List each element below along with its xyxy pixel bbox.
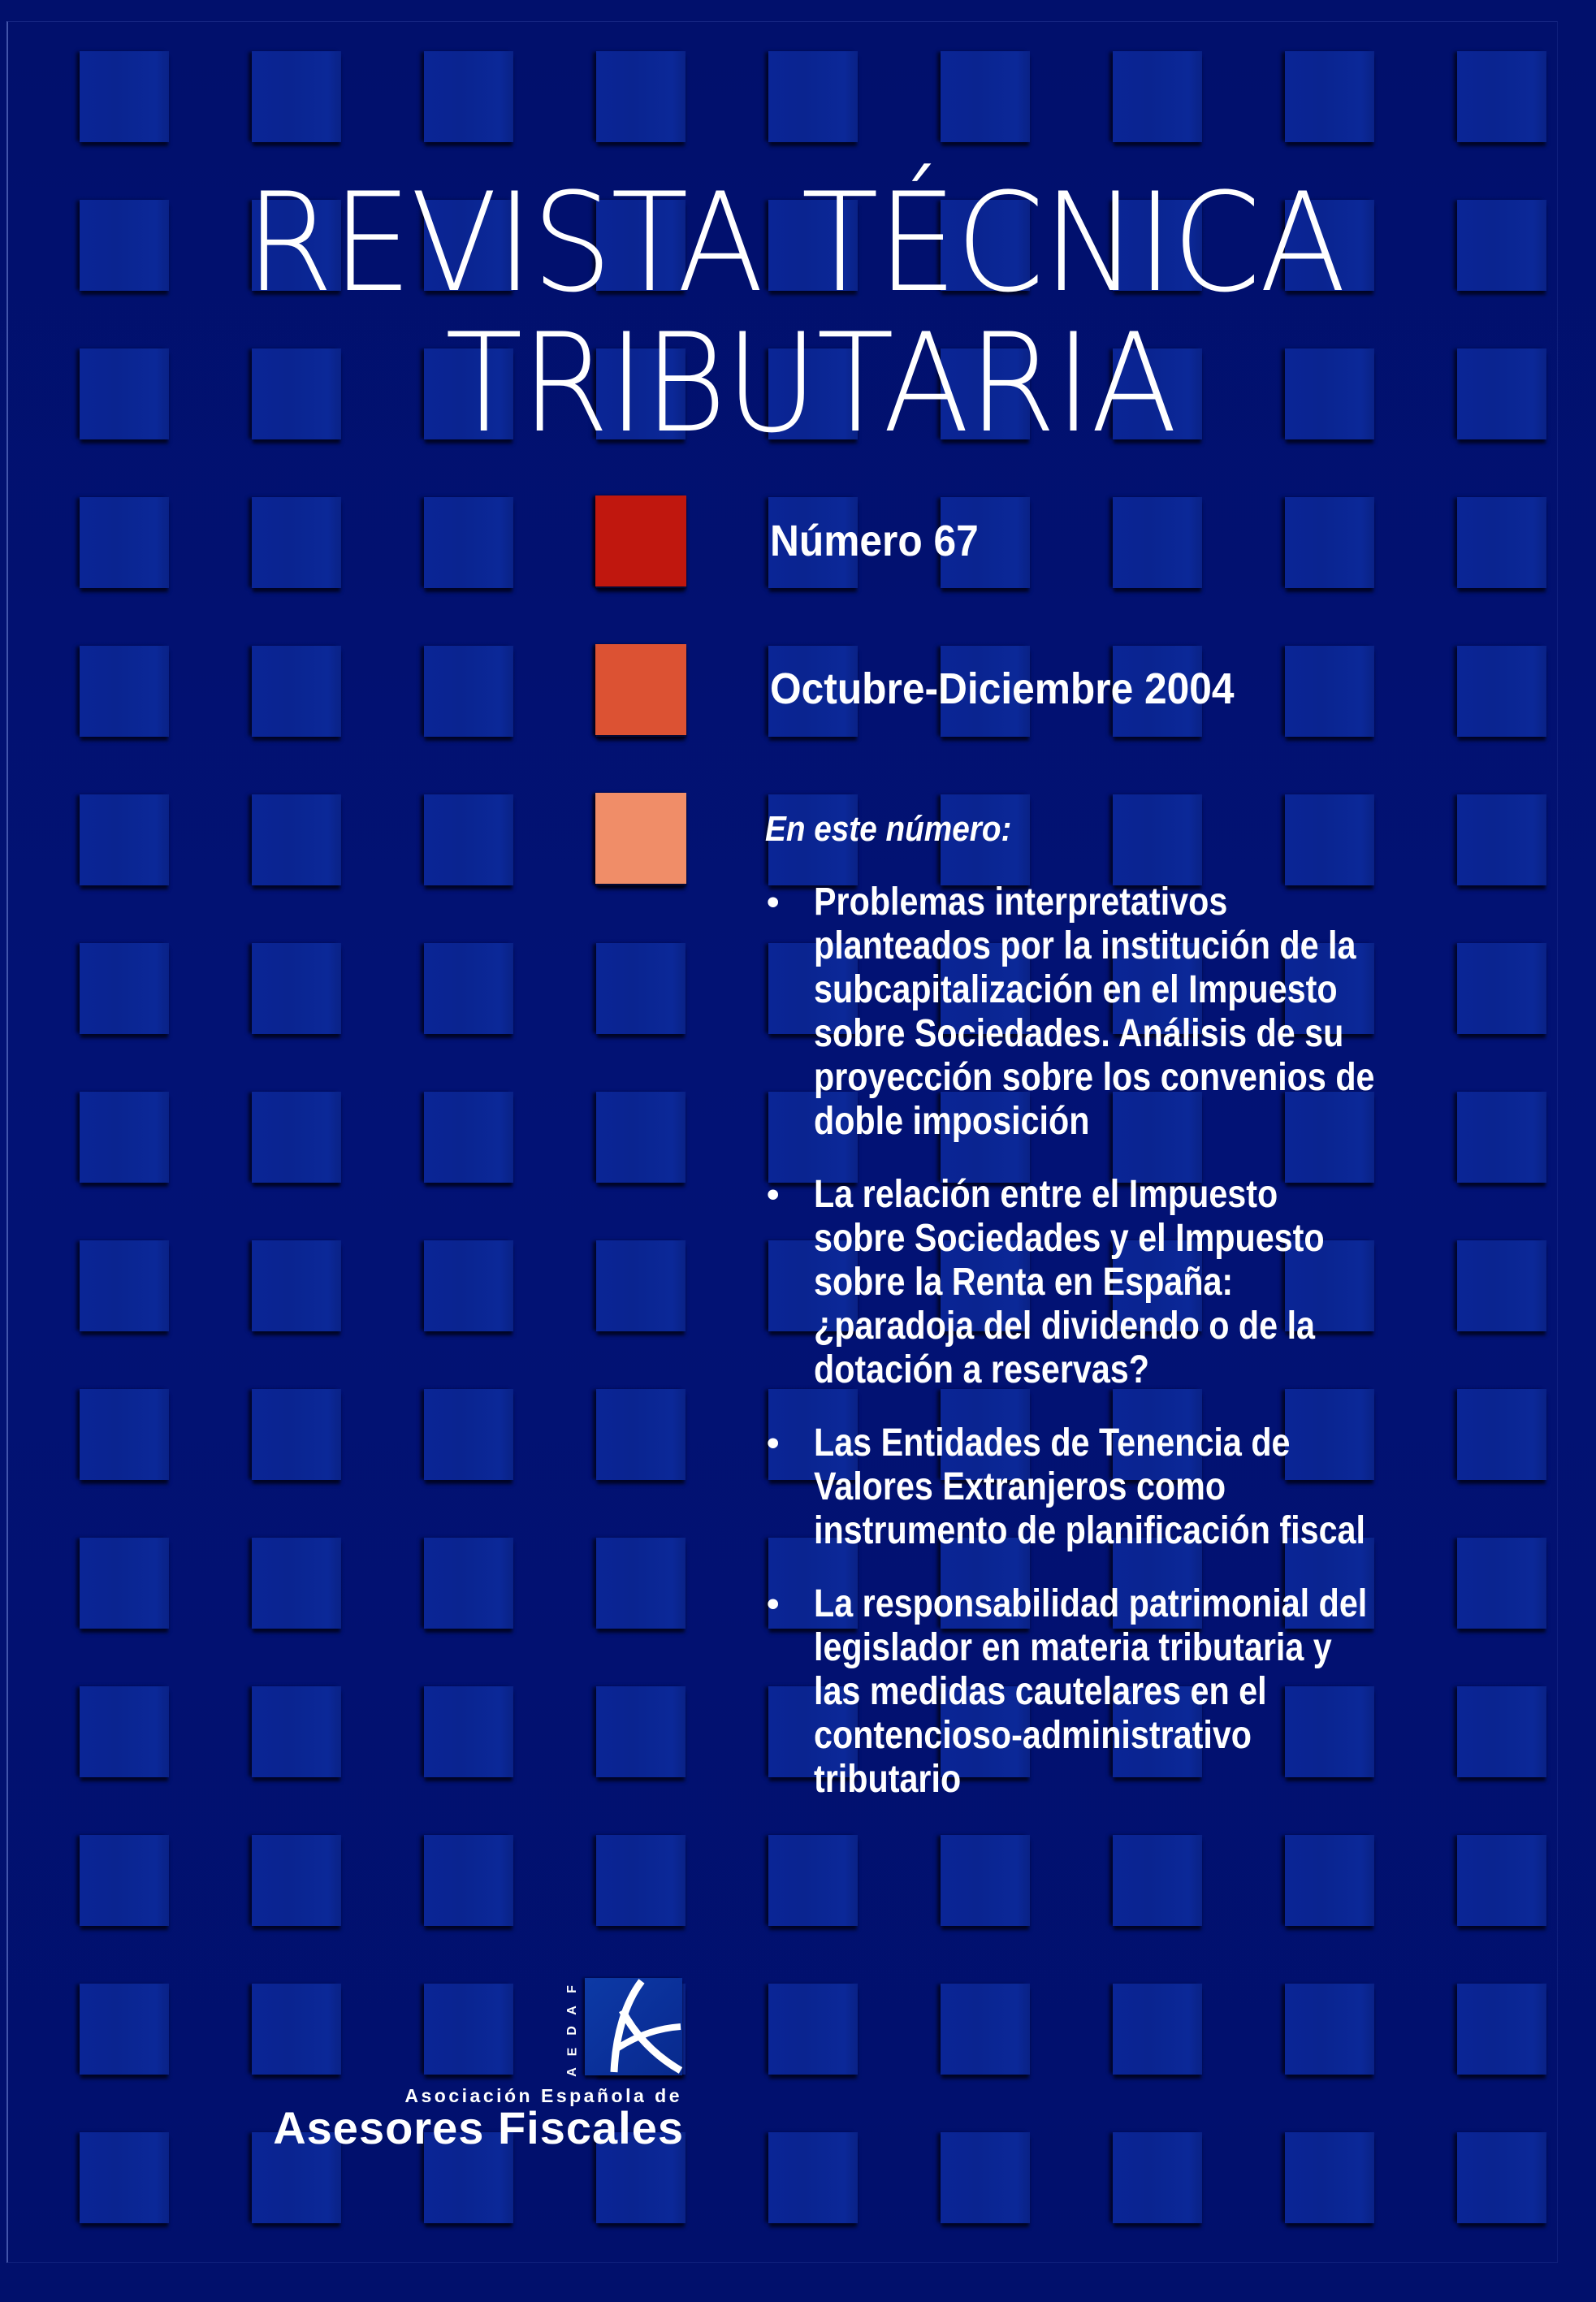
background-tile (80, 794, 169, 885)
background-tile (1457, 1984, 1546, 2075)
background-tile (424, 794, 513, 885)
background-tile (1457, 646, 1546, 737)
contents-item-line: legislador en materia tributaria y (814, 1626, 1332, 1669)
background-tile (1113, 794, 1202, 885)
background-tile (252, 497, 341, 588)
publisher-name-line2: Asesores Fiscales (273, 2102, 684, 2153)
background-tile (80, 2132, 169, 2223)
background-tile (424, 646, 513, 737)
orange-square-marker (595, 644, 686, 735)
background-tile (941, 1835, 1030, 1926)
background-tile (596, 1686, 686, 1777)
background-tile (596, 1835, 686, 1926)
background-tile (252, 1389, 341, 1480)
background-tile (1285, 794, 1374, 885)
contents-item (763, 881, 1494, 1144)
background-tile (596, 51, 686, 142)
contents-item (763, 1173, 1494, 1392)
background-tile (596, 1389, 686, 1480)
issue-number: Número 67 (770, 517, 979, 565)
background-tile (768, 1835, 858, 1926)
background-tile (80, 646, 169, 737)
background-tile (1457, 794, 1546, 885)
background-tile (1285, 497, 1374, 588)
aedaf-acronym (564, 1982, 582, 2079)
background-tile (1113, 2132, 1202, 2223)
background-tile (80, 1538, 169, 1629)
background-tile (80, 1984, 169, 2075)
bullet-icon: • (767, 1423, 780, 1463)
red-square-marker (595, 495, 686, 586)
background-tile (1113, 1984, 1202, 2075)
background-tile (252, 943, 341, 1034)
background-tile (80, 1389, 169, 1480)
contents-item-line: contencioso-administrativo (814, 1714, 1252, 1757)
acronym-letter: A (565, 2005, 579, 2015)
background-tile (1285, 1984, 1374, 2075)
contents-item-line: tributario (814, 1758, 962, 1801)
contents-item-line: La relación entre el Impuesto (814, 1173, 1278, 1216)
publisher-logo (260, 1974, 690, 2153)
acronym-letter: F (565, 1985, 579, 1993)
background-tile (80, 348, 169, 439)
bullet-icon: • (767, 1584, 780, 1624)
background-tile (1457, 51, 1546, 142)
background-tile (80, 1092, 169, 1183)
contents-item-line: planteados por la institución de la (814, 924, 1356, 967)
contents-item-line: proyección sobre los convenios de (814, 1056, 1375, 1099)
background-tile (252, 794, 341, 885)
background-tile (424, 1240, 513, 1331)
background-tile (596, 1538, 686, 1629)
background-tile (424, 497, 513, 588)
background-tile (252, 646, 341, 737)
background-tile (424, 943, 513, 1034)
background-tile (596, 943, 686, 1034)
background-tile (596, 1092, 686, 1183)
background-tile (252, 1835, 341, 1926)
acronym-letter: D (565, 2026, 579, 2036)
background-tile (424, 1538, 513, 1629)
contents-item (763, 1421, 1494, 1553)
background-tile (252, 348, 341, 439)
background-tile (1113, 51, 1202, 142)
acronym-letter: A (565, 2067, 579, 2077)
magazine-title-line1: REVISTA TÉCNICA (245, 163, 1345, 322)
background-tile (252, 1092, 341, 1183)
background-tile (1285, 1835, 1374, 1926)
bullet-icon: • (767, 882, 780, 922)
contents-item-line: subcapitalización en el Impuesto (814, 968, 1338, 1011)
bullet-icon: • (767, 1175, 780, 1214)
background-tile (1113, 1835, 1202, 1926)
background-tile (80, 1686, 169, 1777)
background-tile (1113, 497, 1202, 588)
background-tile (1285, 646, 1374, 737)
contents-item (763, 1582, 1494, 1802)
background-tile (252, 1686, 341, 1777)
background-tile (1457, 2132, 1546, 2223)
background-tile (80, 51, 169, 142)
background-tile (252, 1538, 341, 1629)
background-tile (424, 51, 513, 142)
background-tile (80, 497, 169, 588)
contents-item-line: ¿paradoja del dividendo o de la (814, 1305, 1316, 1348)
issue-period: Octubre-Diciembre 2004 (770, 664, 1235, 713)
background-tile (941, 2132, 1030, 2223)
background-tile (1285, 2132, 1374, 2223)
background-tile (80, 943, 169, 1034)
aedaf-a-logo-icon (585, 1978, 682, 2075)
contents-item-line: sobre la Renta en España: (814, 1261, 1234, 1304)
background-tile (424, 1835, 513, 1926)
contents-item-line: sobre Sociedades. Análisis de su (814, 1012, 1344, 1055)
contents-heading: En este número: (765, 809, 1012, 849)
contents-item-line: Las Entidades de Tenencia de (814, 1421, 1291, 1465)
background-tile (424, 1092, 513, 1183)
background-tile (941, 1984, 1030, 2075)
background-tile (424, 1389, 513, 1480)
background-tile (941, 51, 1030, 142)
background-tile (424, 1686, 513, 1777)
background-tile (252, 1240, 341, 1331)
background-tile (768, 51, 858, 142)
contents-item-line: instrumento de planificación fiscal (814, 1509, 1365, 1552)
background-tile (1457, 1835, 1546, 1926)
publisher-name-line1: Asociación Española de (404, 2085, 682, 2106)
background-tile (1457, 497, 1546, 588)
contents-list (763, 881, 1494, 1831)
background-tile (80, 200, 169, 291)
contents-item-line: Problemas interpretativos (814, 881, 1228, 924)
contents-item-line: La responsabilidad patrimonial del (814, 1582, 1368, 1625)
background-tile (252, 51, 341, 142)
salmon-square-marker (595, 793, 686, 884)
background-tile (1285, 51, 1374, 142)
magazine-title-line2: TRIBUTARIA (445, 304, 1176, 463)
acronym-letter: E (564, 2047, 579, 2056)
background-tile (596, 1240, 686, 1331)
contents-item-line: las medidas cautelares en el (814, 1670, 1267, 1713)
background-tile (80, 1835, 169, 1926)
background-tile (768, 1984, 858, 2075)
background-tile (768, 2132, 858, 2223)
contents-item-line: sobre Sociedades y el Impuesto (814, 1217, 1325, 1260)
background-tile (80, 1240, 169, 1331)
contents-item-line: Valores Extranjeros como (814, 1465, 1226, 1508)
contents-item-line: doble imposición (814, 1100, 1090, 1143)
contents-item-line: dotación a reservas? (814, 1348, 1149, 1391)
